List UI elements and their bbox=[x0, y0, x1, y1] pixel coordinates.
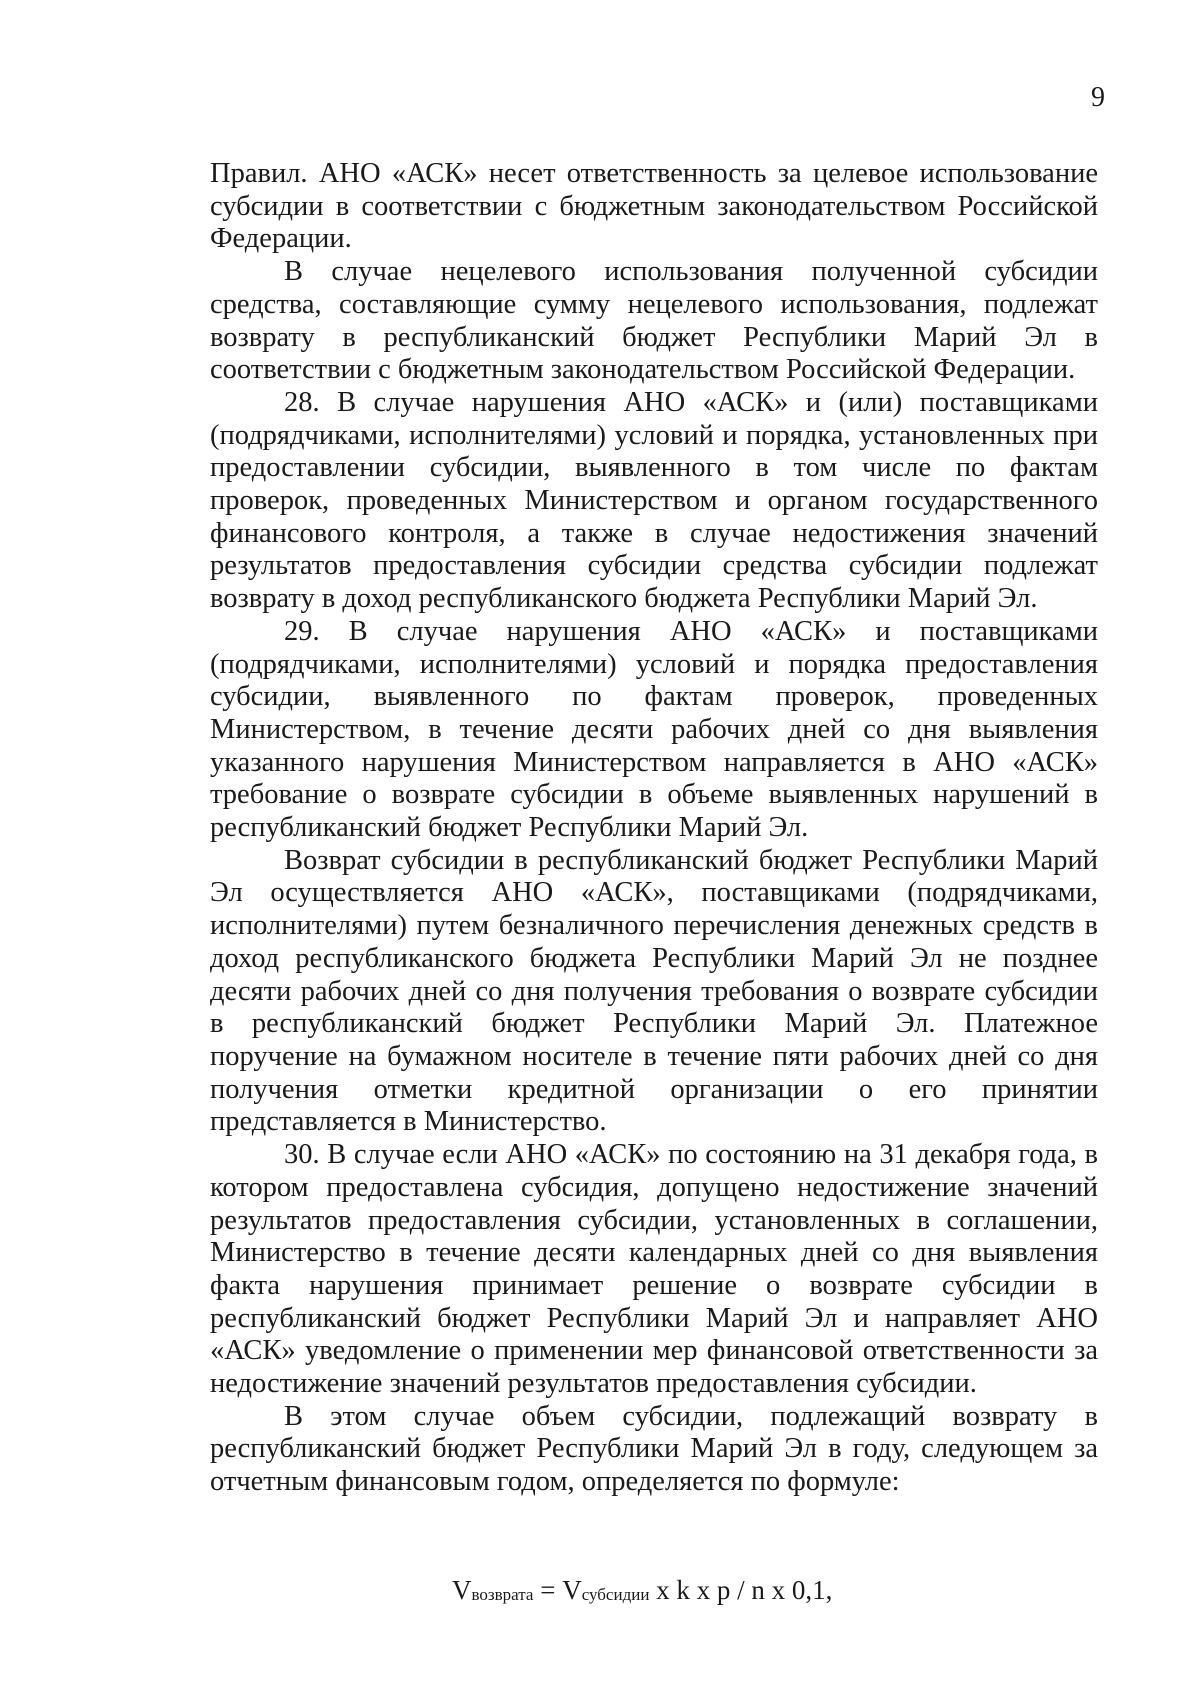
paragraph-4-clause-29: 29. В случае нарушения АНО «АСК» и поставщиками (подрядчиками, исполнителями) условий и порядка предоставления субсидии, выявленного по фактам проверок, проведенных Министерством, в течение десяти рабочих дней со дня выявления указанного нарушения Министерством направляется в АНО «АСК» требование о возврате субсидии в объеме выявленных нарушений в республиканский бюджет Республики Марий Эл. bbox=[210, 615, 1098, 844]
paragraph-5: Возврат субсидии в республиканский бюджет Республики Марий Эл осуществляется АНО «АСК», поставщиками (подрядчиками, исполнителями) путем безналичного перечисления денежных средств в доход республиканского бюджета Республики Марий Эл не позднее десяти рабочих дней со дня получения требования о возврате субсидии в республиканский бюджет Республики Марий Эл. Платежное поручение на бумажном носителе в течение пяти рабочих дней со дня получения отметки кредитной организации о его принятии представляется в Министерство. bbox=[210, 844, 1098, 1138]
paragraph-1: Правил. АНО «АСК» несет ответственность за целевое использование субсидии в соответствии с бюджетным законодательством Российской Федерации. bbox=[210, 158, 1098, 255]
paragraph-2: В случае нецелевого использования полученной субсидии средства, составляющие сумму нецелевого использования, подлежат возврату в республиканский бюджет Республики Марий Эл в соответствии с бюджетным законодательством Российской Федерации. bbox=[210, 256, 1098, 386]
paragraph-7: В этом случае объем субсидии, подлежащий возврату в республиканский бюджет Республики Марий Эл в году, следующем за отчетным финансовым годом, определяется по формуле: bbox=[210, 1400, 1098, 1498]
formula-rhs-subscript: субсидии bbox=[581, 1585, 650, 1604]
formula-lhs-symbol: V bbox=[452, 1575, 472, 1605]
page-number: 9 bbox=[1091, 82, 1105, 113]
formula-lhs-subscript: возврата bbox=[471, 1585, 534, 1604]
formula-rhs-symbol: V bbox=[562, 1575, 582, 1605]
formula-tail: x k x p / n x 0,1, bbox=[656, 1575, 833, 1605]
paragraph-3-clause-28: 28. В случае нарушения АНО «АСК» и (или) поставщиками (подрядчиками, исполнителями) условий и порядка, установленных при предоставлении субсидии, выявленного в том числе по фактам проверок, проведенных Министерством и органом государственного финансового контроля, а также в случае недостижения значений результатов предоставления субсидии средства субсидии подлежат возврату в доход республиканского бюджета Республики Марий Эл. bbox=[210, 386, 1098, 615]
formula bbox=[452, 1574, 832, 1611]
paragraph-6-clause-30: 30. В случае если АНО «АСК» по состоянию на 31 декабря года, в котором предоставлена субсидия, допущено недостижение значений результатов предоставления субсидии, установленных в соглашении, Министерство в течение десяти календарных дней со дня выявления факта нарушения принимает решение о возврате субсидии в республиканский бюджет Республики Марий Эл и направляет АНО «АСК» уведомление о применении мер финансовой ответственности за недостижение значений результатов предоставления субсидии. bbox=[210, 1139, 1098, 1400]
document-body bbox=[210, 158, 1098, 1499]
formula-equals: = bbox=[540, 1575, 556, 1605]
